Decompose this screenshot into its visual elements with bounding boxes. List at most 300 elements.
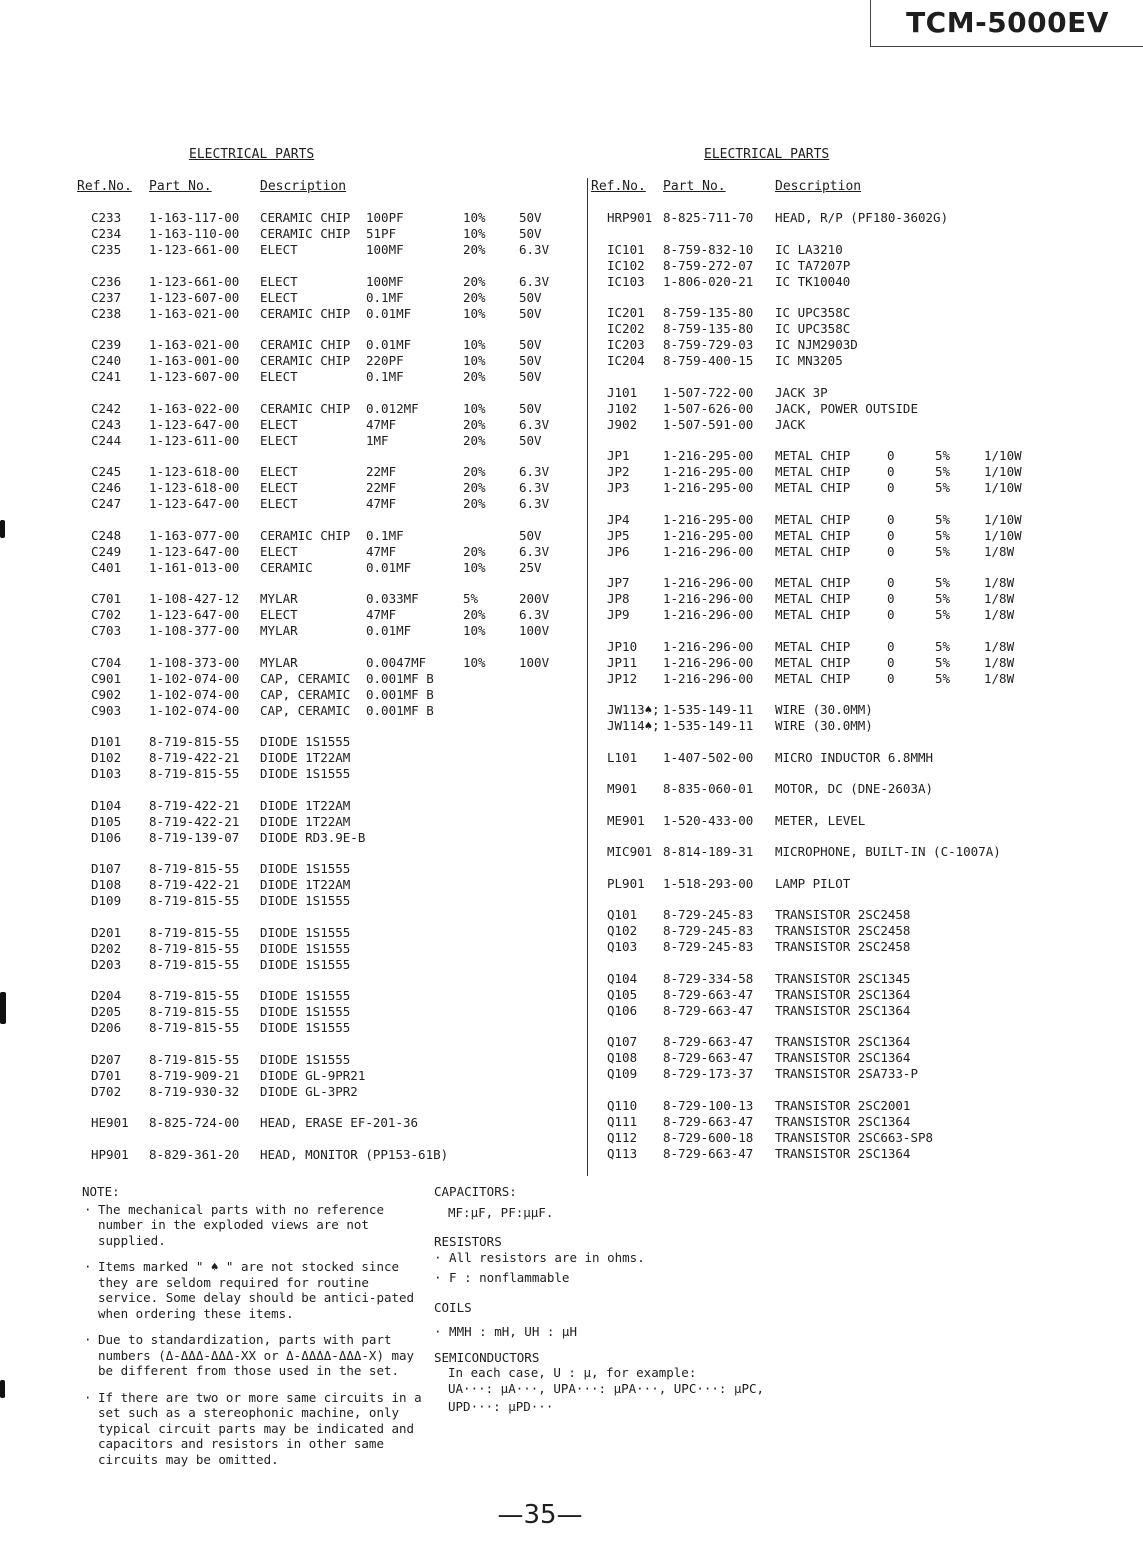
description-cell: TRANSISTOR 2SC663-SP8 xyxy=(775,1129,934,1145)
part-no-cell: 1-102-074-00 xyxy=(149,686,240,702)
part-no-cell: 1-806-020-21 xyxy=(663,273,754,289)
ref-no-cell: D109 xyxy=(91,893,122,908)
ref-no-cell: C401 xyxy=(91,559,122,575)
group-spacer xyxy=(588,290,1143,306)
table-row xyxy=(588,781,1143,797)
table-row xyxy=(0,560,585,576)
ref-no-cell: C236 xyxy=(91,273,122,289)
ref-no-cell: D101 xyxy=(91,734,122,749)
group-spacer xyxy=(588,560,1143,576)
table-row xyxy=(0,830,585,846)
description-cell: JACK 3P xyxy=(775,384,828,400)
description-cell: HEAD, R/P (PF180-3602G) xyxy=(775,210,949,225)
resistors-line: · F : nonflammable xyxy=(434,1270,570,1285)
ref-no-cell: D702 xyxy=(91,1083,122,1099)
description-cell: DIODE GL-9PR21 xyxy=(260,1067,366,1083)
table-row xyxy=(588,210,1143,226)
ref-no-cell: Q112 xyxy=(607,1129,638,1145)
value-cell: 0.01MF xyxy=(366,623,412,638)
table-row xyxy=(0,353,585,369)
table-row xyxy=(588,655,1143,671)
table-row xyxy=(0,544,585,560)
part-no-cell: 1-123-618-00 xyxy=(149,464,240,479)
ref-no-cell: IC204 xyxy=(607,353,645,368)
value-cell: 100PF xyxy=(366,210,404,225)
part-no-cell: 8-825-724-00 xyxy=(149,1115,240,1130)
ref-no-cell: D203 xyxy=(91,956,122,972)
ref-no-cell: C234 xyxy=(91,226,122,241)
part-no-cell: 1-123-647-00 xyxy=(149,496,240,511)
description-cell: CERAMIC xyxy=(260,559,313,575)
value-cell: 0.001MF B xyxy=(366,670,434,686)
description-cell: DIODE RD3.9E-B xyxy=(260,829,366,845)
description-cell: TRANSISTOR 2SC2458 xyxy=(775,907,911,922)
ref-no-cell: C246 xyxy=(91,480,122,495)
description-cell: ELECT xyxy=(260,416,298,432)
description-cell: ELECT xyxy=(260,607,298,622)
part-no-cell: 8-719-139-07 xyxy=(149,829,240,845)
part-no-cell: 8-729-663-47 xyxy=(663,1034,754,1049)
tolerance-cell: 10% xyxy=(463,623,486,638)
part-no-cell: 1-216-296-00 xyxy=(663,591,754,606)
rating-cell: 1/8W xyxy=(984,670,1015,686)
right-parts-table xyxy=(588,210,1143,1162)
part-no-cell: 8-759-272-07 xyxy=(663,257,754,273)
rating-cell: 1/10W xyxy=(984,464,1022,479)
part-no-cell: 1-507-626-00 xyxy=(663,400,754,416)
value-cell: 0 xyxy=(887,654,895,670)
part-no-cell: 1-123-607-00 xyxy=(149,369,240,384)
group-spacer xyxy=(588,226,1143,242)
table-row xyxy=(588,639,1143,655)
description-cell: CERAMIC CHIP xyxy=(260,210,351,225)
part-no-cell: 1-216-295-00 xyxy=(663,448,754,463)
tolerance-cell: 5% xyxy=(935,591,951,606)
value-cell: 100MF xyxy=(366,273,404,289)
part-no-cell: 1-123-647-00 xyxy=(149,543,240,559)
part-no-cell: 8-729-245-83 xyxy=(663,923,754,938)
tolerance-cell: 20% xyxy=(463,416,486,432)
table-row xyxy=(588,987,1143,1003)
table-row xyxy=(588,305,1143,321)
group-spacer xyxy=(0,909,585,925)
ref-no-cell: C903 xyxy=(91,702,122,718)
part-no-cell: 1-518-293-00 xyxy=(663,875,754,891)
table-row xyxy=(0,369,585,385)
description-cell: ELECT xyxy=(260,289,298,305)
ref-no-cell: HRP901 xyxy=(607,210,653,225)
description-header: Description xyxy=(775,179,862,194)
ref-no-cell: JP8 xyxy=(607,591,630,606)
group-spacer xyxy=(0,1131,585,1147)
part-no-cell: 1-216-296-00 xyxy=(663,654,754,670)
value-cell: 47MF xyxy=(366,416,397,432)
notes-title: NOTE: xyxy=(82,1184,120,1199)
page-number: —35— xyxy=(497,1500,583,1530)
table-row xyxy=(588,1114,1143,1130)
rating-cell: 50V xyxy=(519,369,542,384)
description-cell: MYLAR xyxy=(260,654,298,670)
value-cell: 0 xyxy=(887,607,895,622)
value-cell: 0.01MF xyxy=(366,337,412,352)
group-spacer xyxy=(588,892,1143,908)
part-no-cell: 8-729-663-47 xyxy=(663,1113,754,1129)
table-row xyxy=(588,353,1143,369)
tolerance-cell: 10% xyxy=(463,210,486,225)
coils-title: COILS xyxy=(434,1299,472,1315)
table-row xyxy=(588,718,1143,734)
table-row xyxy=(588,939,1143,955)
description-cell: MYLAR xyxy=(260,591,298,606)
table-row xyxy=(0,941,585,957)
rating-cell: 6.3V xyxy=(519,242,550,257)
part-no-cell: 8-729-245-83 xyxy=(663,939,754,954)
value-cell: 0 xyxy=(887,543,895,559)
rating-cell: 6.3V xyxy=(519,480,550,495)
part-no-cell: 8-759-832-10 xyxy=(663,241,754,257)
binding-hole-mark xyxy=(0,1380,5,1398)
note-item: · If there are two or more same circuits in a set such as a stereophonic machine, only typical circuit parts may be indicated and capacitors and resistors in other same circuits may be omitted. xyxy=(84,1389,422,1467)
part-no-cell: 8-719-815-55 xyxy=(149,766,240,781)
value-cell: 47MF xyxy=(366,607,397,622)
group-spacer xyxy=(0,322,585,338)
part-no-cell: 1-163-022-00 xyxy=(149,400,240,416)
description-cell: TRANSISTOR 2SC2458 xyxy=(775,923,911,938)
rating-cell: 50V xyxy=(519,400,542,416)
part-no-cell: 1-216-296-00 xyxy=(663,543,754,559)
description-cell: ELECT xyxy=(260,464,298,479)
table-row xyxy=(0,1068,585,1084)
description-cell: METAL CHIP xyxy=(775,464,851,479)
ref-no-cell: D201 xyxy=(91,924,122,940)
group-spacer xyxy=(588,734,1143,750)
part-no-cell: 1-163-110-00 xyxy=(149,226,240,241)
tolerance-cell: 5% xyxy=(935,607,951,622)
description-cell: METAL CHIP xyxy=(775,654,851,670)
resistors-line: · All resistors are in ohms. xyxy=(434,1249,645,1265)
ref-no-cell: IC103 xyxy=(607,273,645,289)
group-spacer xyxy=(588,829,1143,845)
part-no-cell: 8-719-815-55 xyxy=(149,1004,240,1019)
table-row xyxy=(588,671,1143,687)
description-cell: ELECT xyxy=(260,242,298,257)
table-row xyxy=(0,591,585,607)
rating-cell: 6.3V xyxy=(519,416,550,432)
ref-no-cell: D103 xyxy=(91,766,122,781)
tolerance-cell: 20% xyxy=(463,496,486,511)
ref-no-cell: IC101 xyxy=(607,241,645,257)
group-spacer xyxy=(0,576,585,592)
table-row xyxy=(0,417,585,433)
table-row xyxy=(0,1004,585,1020)
table-row xyxy=(0,687,585,703)
part-no-cell: 8-719-909-21 xyxy=(149,1067,240,1083)
rating-cell: 6.3V xyxy=(519,464,550,479)
ref-no-cell: JP10 xyxy=(607,638,638,654)
rating-cell: 100V xyxy=(519,654,550,670)
right-section-title: ELECTRICAL PARTS xyxy=(704,147,830,162)
description-cell: DIODE 1S1555 xyxy=(260,1051,351,1067)
part-no-cell: 8-759-135-80 xyxy=(663,321,754,336)
coils-line: · MMH : mH, UH : μH xyxy=(434,1324,577,1339)
table-row xyxy=(588,971,1143,987)
part-no-cell: 8-729-245-83 xyxy=(663,907,754,922)
part-no-cell: 8-719-815-55 xyxy=(149,956,240,972)
table-row xyxy=(588,1050,1143,1066)
description-cell: DIODE 1S1555 xyxy=(260,893,351,908)
rating-cell: 1/8W xyxy=(984,638,1015,654)
value-cell: 0.001MF B xyxy=(366,686,434,702)
description-cell: TRANSISTOR 2SC1364 xyxy=(775,1002,911,1018)
ref-no-cell: C238 xyxy=(91,305,122,321)
value-cell: 0.0047MF xyxy=(366,654,427,670)
part-no-cell: 8-759-135-80 xyxy=(663,305,754,320)
description-header: Description xyxy=(260,179,347,194)
table-row xyxy=(0,1052,585,1068)
description-cell: CAP, CERAMIC xyxy=(260,702,351,718)
ref-no-cell: Q110 xyxy=(607,1097,638,1113)
rating-cell: 6.3V xyxy=(519,273,550,289)
part-no-cell: 1-123-661-00 xyxy=(149,242,240,257)
description-cell: METAL CHIP xyxy=(775,448,851,463)
ref-no-cell: Q111 xyxy=(607,1113,638,1129)
description-cell: MYLAR xyxy=(260,623,298,638)
table-row xyxy=(588,544,1143,560)
value-cell: 0.012MF xyxy=(366,400,419,416)
part-no-cell: 8-729-663-47 xyxy=(663,986,754,1002)
part-no-cell: 8-719-815-55 xyxy=(149,1020,240,1035)
table-row xyxy=(0,877,585,893)
description-cell: TRANSISTOR 2SC1364 xyxy=(775,1113,911,1129)
description-cell: METAL CHIP xyxy=(775,607,851,622)
table-row xyxy=(0,957,585,973)
tolerance-cell: 20% xyxy=(463,432,486,448)
description-cell: IC NJM2903D xyxy=(775,337,858,352)
table-row xyxy=(0,607,585,623)
rating-cell: 6.3V xyxy=(519,496,550,511)
ref-no-cell: Q113 xyxy=(607,1145,638,1161)
ref-no-cell: D701 xyxy=(91,1067,122,1083)
group-spacer xyxy=(588,766,1143,782)
group-spacer xyxy=(0,973,585,989)
table-row xyxy=(0,861,585,877)
ref-no-cell: Q107 xyxy=(607,1034,638,1049)
description-cell: ELECT xyxy=(260,432,298,448)
description-cell: JACK xyxy=(775,416,806,432)
ref-no-cell: C235 xyxy=(91,242,122,257)
tolerance-cell: 5% xyxy=(935,527,951,543)
tolerance-cell: 10% xyxy=(463,337,486,352)
ref-no-cell: D207 xyxy=(91,1051,122,1067)
part-no-cell: 1-123-647-00 xyxy=(149,607,240,622)
part-no-cell: 1-123-618-00 xyxy=(149,480,240,495)
description-cell: IC MN3205 xyxy=(775,353,843,368)
ref-no-cell: ME901 xyxy=(607,812,645,828)
part-no-cell: 1-102-074-00 xyxy=(149,702,240,718)
ref-no-cell: IC203 xyxy=(607,337,645,352)
value-cell: 51PF xyxy=(366,226,397,241)
table-row xyxy=(0,226,585,242)
value-cell: 22MF xyxy=(366,480,397,495)
ref-no-cell: D204 xyxy=(91,988,122,1003)
tolerance-cell: 20% xyxy=(463,464,486,479)
part-no-cell: 1-163-117-00 xyxy=(149,210,240,225)
part-no-cell: 1-216-296-00 xyxy=(663,575,754,590)
ref-no-cell: C248 xyxy=(91,527,122,543)
ref-no-cell: JP5 xyxy=(607,527,630,543)
description-cell: MOTOR, DC (DNE-2603A) xyxy=(775,781,934,796)
description-cell: DIODE 1S1555 xyxy=(260,861,351,876)
part-no-cell: 1-108-377-00 xyxy=(149,623,240,638)
description-cell: TRANSISTOR 2SC1364 xyxy=(775,986,911,1002)
value-cell: 0 xyxy=(887,638,895,654)
table-row xyxy=(0,401,585,417)
description-cell: DIODE 1S1555 xyxy=(260,924,351,940)
description-cell: DIODE 1S1555 xyxy=(260,734,351,749)
table-row xyxy=(0,480,585,496)
table-row xyxy=(0,734,585,750)
tolerance-cell: 10% xyxy=(463,305,486,321)
group-spacer xyxy=(588,797,1143,813)
description-cell: TRANSISTOR 2SC1345 xyxy=(775,970,911,986)
table-row xyxy=(0,1115,585,1131)
tolerance-cell: 5% xyxy=(935,543,951,559)
tolerance-cell: 20% xyxy=(463,289,486,305)
part-no-cell: 1-102-074-00 xyxy=(149,670,240,686)
part-no-cell: 1-507-591-00 xyxy=(663,416,754,432)
ref-no-cell: C243 xyxy=(91,416,122,432)
table-row xyxy=(588,923,1143,939)
model-title: TCM-5000EV xyxy=(870,0,1143,47)
tolerance-cell: 5% xyxy=(935,448,951,463)
binding-hole-mark xyxy=(0,992,6,1024)
description-cell: DIODE 1S1555 xyxy=(260,956,351,972)
table-row xyxy=(0,703,585,719)
description-cell: DIODE 1T22AM xyxy=(260,750,351,765)
value-cell: 47MF xyxy=(366,496,397,511)
description-cell: METAL CHIP xyxy=(775,480,851,495)
group-spacer xyxy=(0,1100,585,1116)
value-cell: 0.1MF xyxy=(366,527,404,543)
rating-cell: 1/8W xyxy=(984,607,1015,622)
part-no-cell: 1-123-647-00 xyxy=(149,416,240,432)
semiconductors-line: UPD···: μPD··· xyxy=(448,1399,554,1414)
tolerance-cell: 5% xyxy=(935,464,951,479)
description-cell: IC TA7207P xyxy=(775,257,851,273)
rating-cell: 50V xyxy=(519,305,542,321)
part-no-cell: 8-719-815-55 xyxy=(149,861,240,876)
rating-cell: 1/8W xyxy=(984,543,1015,559)
table-row xyxy=(0,766,585,782)
ref-no-cell: HE901 xyxy=(91,1115,129,1130)
description-cell: TRANSISTOR 2SC2001 xyxy=(775,1097,911,1113)
rating-cell: 1/10W xyxy=(984,527,1022,543)
part-no-cell: 1-507-722-00 xyxy=(663,384,754,400)
group-spacer xyxy=(588,1082,1143,1098)
group-spacer xyxy=(0,512,585,528)
description-cell: WIRE (30.0MM) xyxy=(775,702,873,717)
group-spacer xyxy=(588,687,1143,703)
semiconductors-line: UA···: μA···, UPA···: μPA···, UPC···: μPC, xyxy=(448,1380,765,1396)
ref-no-cell: C702 xyxy=(91,607,122,622)
table-row xyxy=(0,671,585,687)
table-row xyxy=(588,512,1143,528)
rating-cell: 1/8W xyxy=(984,575,1015,590)
description-cell: DIODE 1S1555 xyxy=(260,1004,351,1019)
part-no-cell: 8-719-422-21 xyxy=(149,797,240,813)
value-cell: 1MF xyxy=(366,432,389,448)
ref-no-cell: D107 xyxy=(91,861,122,876)
group-spacer xyxy=(0,782,585,798)
group-spacer xyxy=(0,1036,585,1052)
ref-no-cell: JW114♠; xyxy=(607,718,660,733)
part-no-cell: 1-216-295-00 xyxy=(663,464,754,479)
part-no-cell: 1-216-296-00 xyxy=(663,670,754,686)
description-cell: METER, LEVEL xyxy=(775,812,866,828)
table-row xyxy=(588,575,1143,591)
part-no-cell: 1-161-013-00 xyxy=(149,559,240,575)
rating-cell: 200V xyxy=(519,591,550,606)
ref-no-cell: Q102 xyxy=(607,923,638,938)
table-row xyxy=(588,337,1143,353)
ref-no-cell: JP7 xyxy=(607,575,630,590)
ref-no-cell: J102 xyxy=(607,400,638,416)
rating-cell: 6.3V xyxy=(519,543,550,559)
part-no-cell: 1-123-661-00 xyxy=(149,273,240,289)
ref-no-cell: J902 xyxy=(607,416,638,432)
abbreviation-legend xyxy=(434,1184,854,1415)
ref-no-cell: Q101 xyxy=(607,907,638,922)
part-no-cell: 8-719-422-21 xyxy=(149,750,240,765)
ref-no-cell: C249 xyxy=(91,543,122,559)
ref-no-cell: JP4 xyxy=(607,511,630,527)
description-cell: TRANSISTOR 2SC2458 xyxy=(775,939,911,954)
ref-no-cell: Q108 xyxy=(607,1050,638,1065)
part-no-cell: 8-719-815-55 xyxy=(149,1051,240,1067)
part-no-cell: 8-729-663-47 xyxy=(663,1050,754,1065)
tolerance-cell: 5% xyxy=(935,654,951,670)
tolerance-cell: 5% xyxy=(935,480,951,495)
semiconductors-line: In each case, U : μ, for example: xyxy=(448,1365,697,1380)
part-no-cell: 1-216-296-00 xyxy=(663,638,754,654)
description-cell: CERAMIC CHIP xyxy=(260,353,351,368)
value-cell: 0 xyxy=(887,591,895,606)
tolerance-cell: 10% xyxy=(463,400,486,416)
tolerance-cell: 10% xyxy=(463,654,486,670)
description-cell: DIODE 1S1555 xyxy=(260,1020,351,1035)
ref-no-cell: JP9 xyxy=(607,607,630,622)
tolerance-cell: 10% xyxy=(463,559,486,575)
ref-no-cell: C241 xyxy=(91,369,122,384)
ref-no-cell: Q103 xyxy=(607,939,638,954)
rating-cell: 50V xyxy=(519,337,542,352)
semiconductors-title: SEMICONDUCTORS xyxy=(434,1349,540,1365)
value-cell: 100MF xyxy=(366,242,404,257)
tolerance-cell: 5% xyxy=(935,575,951,590)
ref-no-cell: D106 xyxy=(91,829,122,845)
table-row xyxy=(588,321,1143,337)
group-spacer xyxy=(588,623,1143,639)
table-row xyxy=(588,844,1143,860)
group-spacer xyxy=(0,258,585,274)
part-no-cell: 8-719-422-21 xyxy=(149,813,240,829)
ref-no-cell: MIC901 xyxy=(607,844,653,859)
value-cell: 47MF xyxy=(366,543,397,559)
description-cell: CAP, CERAMIC xyxy=(260,686,351,702)
rating-cell: 50V xyxy=(519,210,542,225)
tolerance-cell: 20% xyxy=(463,607,486,622)
table-row xyxy=(0,1020,585,1036)
